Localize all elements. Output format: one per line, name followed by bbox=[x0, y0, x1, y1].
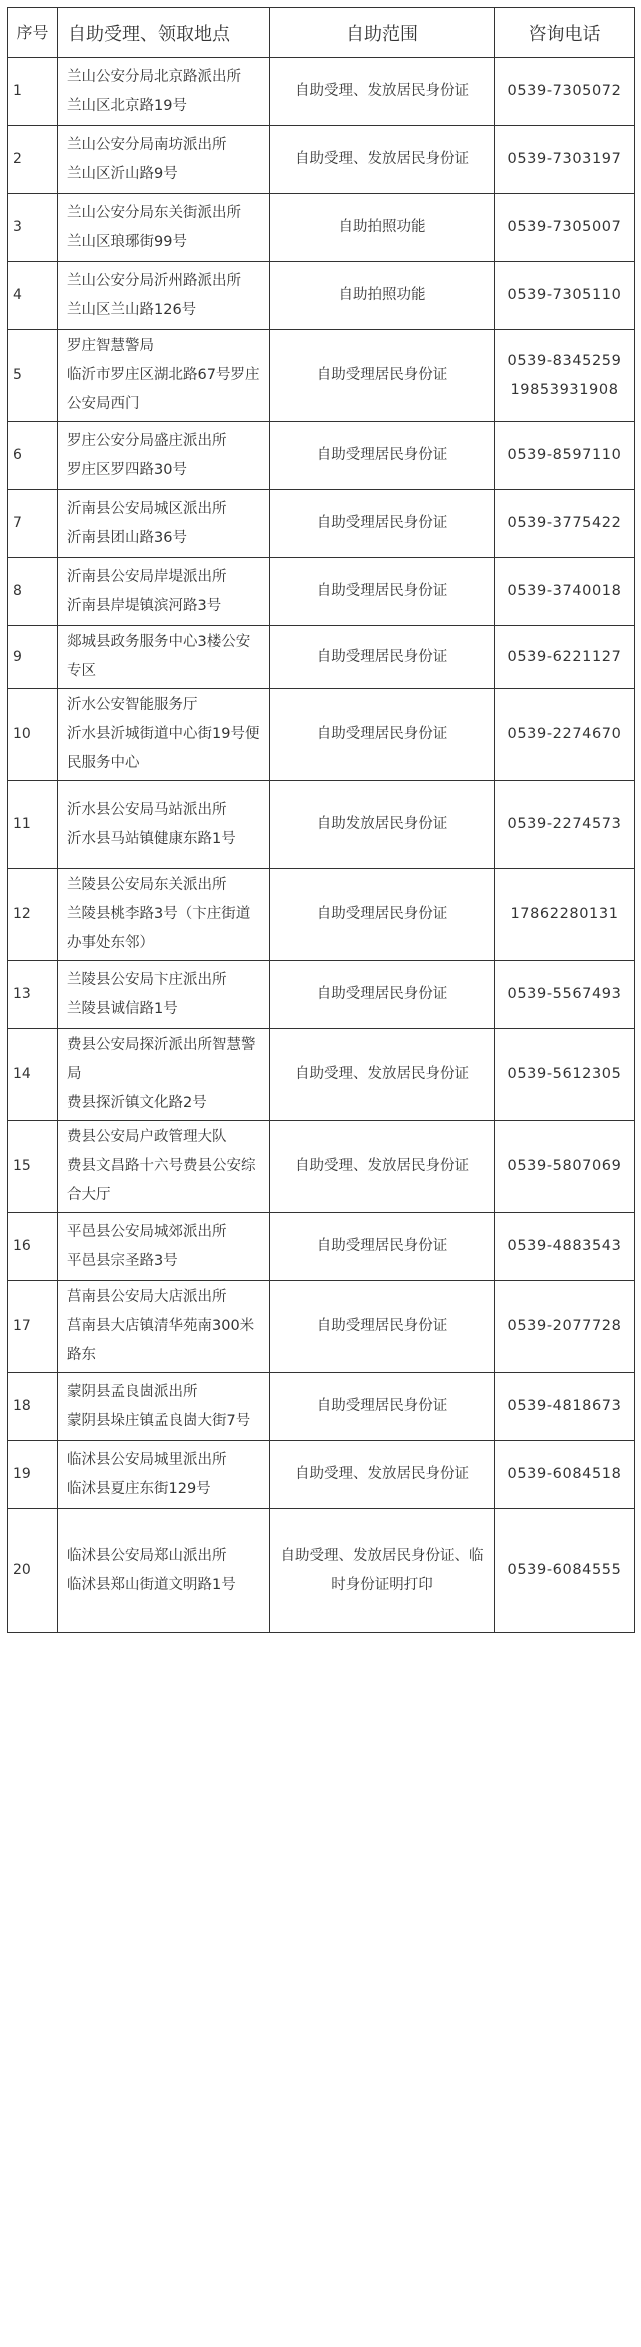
row-number: 16 bbox=[8, 1213, 58, 1281]
row-scope: 自助受理居民身份证 bbox=[270, 1373, 495, 1441]
row-location bbox=[58, 1373, 270, 1441]
phone-number: 0539-3740018 bbox=[507, 583, 622, 599]
row-phone bbox=[495, 1373, 635, 1441]
row-scope: 自助受理、发放居民身份证、临时身份证明打印 bbox=[270, 1509, 495, 1633]
row-location bbox=[58, 1121, 270, 1213]
location-line: 兰山区北京路19号 bbox=[67, 97, 187, 114]
table-row bbox=[8, 1029, 635, 1121]
phone-number: 0539-2077728 bbox=[507, 1318, 622, 1334]
location-line: 兰陵县诚信路1号 bbox=[67, 1000, 178, 1017]
table-row bbox=[8, 262, 635, 330]
row-location bbox=[58, 1213, 270, 1281]
header-phone: 咨询电话 bbox=[495, 8, 635, 58]
location-line: 平邑县宗圣路3号 bbox=[67, 1252, 178, 1269]
location-line: 沂水县公安局马站派出所 bbox=[67, 801, 227, 818]
table-row bbox=[8, 626, 635, 689]
row-number: 18 bbox=[8, 1373, 58, 1441]
row-number: 14 bbox=[8, 1029, 58, 1121]
row-number: 12 bbox=[8, 869, 58, 961]
row-location bbox=[58, 558, 270, 626]
phone-number: 0539-6084555 bbox=[507, 1562, 622, 1578]
row-number: 6 bbox=[8, 422, 58, 490]
row-phone bbox=[495, 1509, 635, 1633]
header-row bbox=[8, 8, 635, 58]
row-number: 15 bbox=[8, 1121, 58, 1213]
table-row bbox=[8, 1373, 635, 1441]
row-phone bbox=[495, 1213, 635, 1281]
row-phone bbox=[495, 1441, 635, 1509]
row-scope: 自助受理居民身份证 bbox=[270, 330, 495, 422]
row-scope: 自助受理居民身份证 bbox=[270, 422, 495, 490]
phone-number: 17862280131 bbox=[510, 906, 619, 922]
row-location bbox=[58, 1029, 270, 1121]
phone-number: 0539-5567493 bbox=[507, 986, 622, 1002]
row-scope: 自助受理居民身份证 bbox=[270, 869, 495, 961]
location-line: 兰山公安分局北京路派出所 bbox=[67, 68, 241, 85]
row-number: 5 bbox=[8, 330, 58, 422]
phone-number: 0539-7303197 bbox=[507, 151, 622, 167]
phone-number: 0539-5612305 bbox=[507, 1066, 622, 1082]
table-row bbox=[8, 126, 635, 194]
row-phone bbox=[495, 626, 635, 689]
location-line: 兰山公安分局沂州路派出所 bbox=[67, 272, 241, 289]
row-scope: 自助受理居民身份证 bbox=[270, 1213, 495, 1281]
phone-number: 0539-4883543 bbox=[507, 1238, 622, 1254]
row-scope: 自助拍照功能 bbox=[270, 194, 495, 262]
location-line: 临沭县公安局城里派出所 bbox=[67, 1451, 227, 1468]
row-scope: 自助受理居民身份证 bbox=[270, 689, 495, 781]
row-phone bbox=[495, 1029, 635, 1121]
header-scope: 自助范围 bbox=[270, 8, 495, 58]
row-number: 3 bbox=[8, 194, 58, 262]
location-line: 兰山公安分局南坊派出所 bbox=[67, 136, 227, 153]
table-body bbox=[8, 58, 635, 1633]
location-line: 兰陵县公安局东关派出所 bbox=[67, 877, 227, 893]
row-scope: 自助受理、发放居民身份证 bbox=[270, 1121, 495, 1213]
row-scope: 自助受理、发放居民身份证 bbox=[270, 58, 495, 126]
row-phone bbox=[495, 1121, 635, 1213]
row-number: 17 bbox=[8, 1281, 58, 1373]
row-phone bbox=[495, 490, 635, 558]
location-line: 莒南县公安局大店派出所 bbox=[67, 1289, 227, 1305]
location-line: 沂水县沂城街道中心街19号便民服务中心 bbox=[67, 726, 260, 771]
header-location: 自助受理、领取地点 bbox=[58, 8, 270, 58]
phone-number: 0539-7305072 bbox=[507, 83, 622, 99]
table-row bbox=[8, 869, 635, 961]
row-number: 20 bbox=[8, 1509, 58, 1633]
row-number: 8 bbox=[8, 558, 58, 626]
row-scope: 自助受理、发放居民身份证 bbox=[270, 1029, 495, 1121]
location-line: 沂水公安智能服务厅 bbox=[67, 697, 198, 713]
row-phone bbox=[495, 1281, 635, 1373]
row-phone bbox=[495, 330, 635, 422]
row-phone bbox=[495, 558, 635, 626]
row-number: 11 bbox=[8, 781, 58, 869]
location-line: 兰山区琅琊街99号 bbox=[67, 233, 187, 250]
table-row bbox=[8, 422, 635, 490]
row-scope: 自助受理、发放居民身份证 bbox=[270, 1441, 495, 1509]
phone-number: 0539-2274670 bbox=[507, 726, 622, 742]
service-locations-table bbox=[7, 7, 635, 1633]
location-line: 临沭县公安局郑山派出所 bbox=[67, 1547, 227, 1564]
row-location bbox=[58, 961, 270, 1029]
phone-number: 0539-7305007 bbox=[507, 219, 622, 235]
row-scope: 自助受理居民身份证 bbox=[270, 490, 495, 558]
row-scope: 自助受理居民身份证 bbox=[270, 558, 495, 626]
phone-number: 0539-2274573 bbox=[507, 816, 622, 832]
row-scope: 自助拍照功能 bbox=[270, 262, 495, 330]
row-phone bbox=[495, 58, 635, 126]
row-number: 10 bbox=[8, 689, 58, 781]
location-line: 临沭县郑山街道文明路1号 bbox=[67, 1576, 236, 1593]
row-number: 7 bbox=[8, 490, 58, 558]
row-location bbox=[58, 58, 270, 126]
header-no: 序号 bbox=[8, 8, 58, 58]
table-row bbox=[8, 961, 635, 1029]
location-line: 沂南县岸堤镇滨河路3号 bbox=[67, 597, 222, 614]
phone-number: 0539-6221127 bbox=[507, 648, 622, 665]
location-line: 沂南县公安局岸堤派出所 bbox=[67, 568, 227, 585]
row-phone bbox=[495, 194, 635, 262]
table-row bbox=[8, 1121, 635, 1213]
row-location bbox=[58, 262, 270, 330]
table-row bbox=[8, 490, 635, 558]
location-line: 临沂市罗庄区湖北路67号罗庄公安局西门 bbox=[67, 367, 260, 412]
location-line: 沂南县公安局城区派出所 bbox=[67, 500, 227, 517]
row-location bbox=[58, 194, 270, 262]
location-line: 沂水县马站镇健康东路1号 bbox=[67, 830, 236, 847]
table-row bbox=[8, 58, 635, 126]
location-line: 兰山公安分局东关街派出所 bbox=[67, 204, 241, 221]
row-scope: 自助受理居民身份证 bbox=[270, 626, 495, 689]
location-line: 平邑县公安局城郊派出所 bbox=[67, 1223, 227, 1240]
phone-number: 0539-3775422 bbox=[507, 515, 622, 531]
table-header bbox=[8, 8, 635, 58]
table-row bbox=[8, 330, 635, 422]
row-scope: 自助受理居民身份证 bbox=[270, 1281, 495, 1373]
phone-number: 0539-5807069 bbox=[507, 1158, 622, 1174]
row-number: 13 bbox=[8, 961, 58, 1029]
table-row bbox=[8, 1441, 635, 1509]
location-line: 蒙阴县孟良崮派出所 bbox=[67, 1383, 198, 1400]
phone-number: 0539-8597110 bbox=[507, 447, 622, 463]
row-location bbox=[58, 689, 270, 781]
phone-number: 0539-8345259 bbox=[507, 352, 622, 369]
location-line: 费县公安局探沂派出所智慧警局 bbox=[67, 1037, 256, 1082]
location-line: 蒙阴县垛庄镇孟良崮大街7号 bbox=[67, 1412, 251, 1429]
phone-number: 0539-6084518 bbox=[507, 1466, 622, 1482]
table-row bbox=[8, 781, 635, 869]
location-line: 兰陵县公安局卞庄派出所 bbox=[67, 971, 227, 988]
location-line: 临沭县夏庄东街129号 bbox=[67, 1480, 211, 1497]
row-phone bbox=[495, 961, 635, 1029]
location-line: 兰陵县桃李路3号（卞庄街道办事处东邻） bbox=[67, 906, 251, 951]
row-phone bbox=[495, 262, 635, 330]
table-row bbox=[8, 1213, 635, 1281]
row-number: 9 bbox=[8, 626, 58, 689]
row-number: 1 bbox=[8, 58, 58, 126]
row-scope: 自助受理、发放居民身份证 bbox=[270, 126, 495, 194]
row-phone bbox=[495, 869, 635, 961]
row-location bbox=[58, 1281, 270, 1373]
location-line: 莒南县大店镇清华苑南300米路东 bbox=[67, 1318, 255, 1363]
location-line: 郯城县政务服务中心3楼公安专区 bbox=[67, 634, 251, 679]
row-phone bbox=[495, 689, 635, 781]
row-location bbox=[58, 490, 270, 558]
row-location bbox=[58, 1441, 270, 1509]
location-line: 沂南县团山路36号 bbox=[67, 529, 187, 546]
row-location bbox=[58, 126, 270, 194]
table-row bbox=[8, 194, 635, 262]
row-scope: 自助发放居民身份证 bbox=[270, 781, 495, 869]
location-line: 罗庄公安分局盛庄派出所 bbox=[67, 432, 227, 449]
location-line: 费县文昌路十六号费县公安综合大厅 bbox=[67, 1158, 256, 1203]
location-line: 兰山区兰山路126号 bbox=[67, 301, 197, 318]
row-location bbox=[58, 330, 270, 422]
table-row bbox=[8, 1281, 635, 1373]
row-number: 4 bbox=[8, 262, 58, 330]
table-row bbox=[8, 558, 635, 626]
phone-number: 0539-7305110 bbox=[507, 287, 622, 303]
row-phone bbox=[495, 422, 635, 490]
row-scope: 自助受理居民身份证 bbox=[270, 961, 495, 1029]
phone-number: 19853931908 bbox=[510, 381, 619, 398]
service-locations-sheet bbox=[7, 7, 634, 1633]
row-location bbox=[58, 869, 270, 961]
phone-number: 0539-4818673 bbox=[507, 1398, 622, 1414]
row-phone bbox=[495, 126, 635, 194]
table-row bbox=[8, 689, 635, 781]
row-number: 19 bbox=[8, 1441, 58, 1509]
location-line: 罗庄区罗四路30号 bbox=[67, 461, 187, 478]
row-location bbox=[58, 626, 270, 689]
row-location bbox=[58, 422, 270, 490]
location-line: 费县探沂镇文化路2号 bbox=[67, 1095, 207, 1111]
row-phone bbox=[495, 781, 635, 869]
table-row bbox=[8, 1509, 635, 1633]
row-location bbox=[58, 1509, 270, 1633]
location-line: 罗庄智慧警局 bbox=[67, 338, 154, 354]
location-line: 费县公安局户政管理大队 bbox=[67, 1129, 227, 1145]
row-number: 2 bbox=[8, 126, 58, 194]
row-location bbox=[58, 781, 270, 869]
location-line: 兰山区沂山路9号 bbox=[67, 165, 178, 182]
